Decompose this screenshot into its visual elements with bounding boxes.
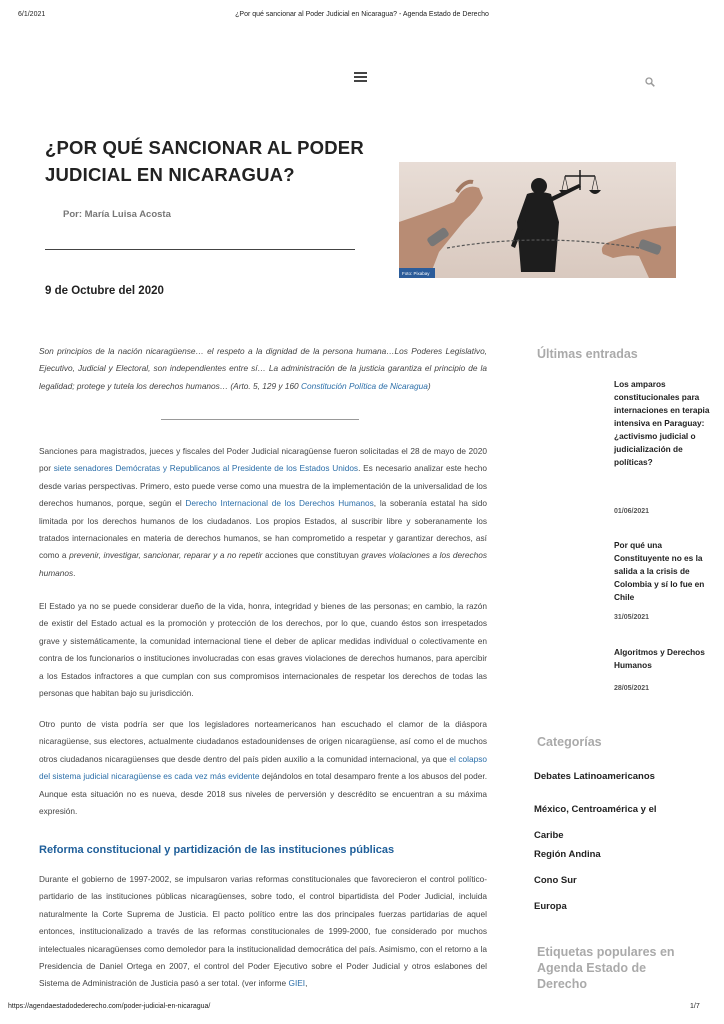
recent-post-title[interactable]: Por qué una Constituyente no es la salida a la crisis de Colombia y sí lo fue en Chile bbox=[614, 540, 705, 602]
article-author: Por: María Luisa Acosta bbox=[63, 209, 171, 220]
epigraph bbox=[39, 343, 487, 395]
search-icon[interactable] bbox=[645, 74, 655, 92]
p1-emphasis: prevenir, investigar, sancionar, reparar y a no repetir bbox=[69, 550, 263, 561]
tags-heading: Etiquetas populares en Agenda Estado de Derecho bbox=[537, 945, 675, 991]
print-page-title: ¿Por qué sancionar al Poder Judicial en Nicaragua? - Agenda Estado de Derecho bbox=[235, 11, 489, 18]
paragraph-3 bbox=[39, 716, 487, 820]
hamburger-menu-icon[interactable] bbox=[354, 72, 367, 82]
judicial-collapse-link[interactable]: el colapso del sistema judicial nicaragüense es cada vez más evidente bbox=[39, 753, 487, 782]
p4-text: , bbox=[305, 978, 308, 989]
giei-link[interactable]: GIEI bbox=[288, 978, 306, 989]
recent-post-date: 28/05/2021 bbox=[614, 685, 650, 692]
categories-heading: Categorías bbox=[537, 735, 602, 749]
p1-text: . bbox=[73, 567, 76, 578]
recent-post-date: 31/05/2021 bbox=[614, 614, 650, 621]
recent-post-title[interactable]: Algoritmos y Derechos Humanos bbox=[614, 647, 705, 670]
epigraph-text: Son principios de la nación nicaragüense… el respeto a la dignidad de la persona humana…Los Poderes Legislativo, Ejecutivo, Judicial y Electoral, son independientes entre sí… La administración de la justicia garantiza el principio de la legalidad; protege y tutela los derechos humanos… (Arto. 5, 129 y 160 bbox=[39, 346, 487, 391]
print-date: 6/1/2021 bbox=[18, 11, 46, 18]
paragraph-2: El Estado ya no se puede considerar dueño de la vida, honra, integridad y bienes de las personas; en cambio, la razón de existir del Estado actual es la promoción y protección de los derechos, por lo que, cuando éstos son irrespetados grave y sistemáticamente, la comunidad internacional tiene el deber de aplicar medidas individual o colectivamente en contra de los funcionarios o instituciones involucradas con esas graves violaciones de derechos humanos, para apercibir a los Estados infractores a que cumplan con sus compromisos internacionales de respetar los derechos de todas las personas que habitan bajo su jurisdicción. bbox=[39, 601, 487, 699]
image-credit: Foto: Pixabay bbox=[402, 271, 430, 276]
senators-link[interactable]: siete senadores Demócratas y Republicanos al Presidente de los Estados Unidos bbox=[53, 463, 359, 474]
category-link[interactable]: Región Andina bbox=[534, 849, 601, 860]
category-link[interactable]: México, Centroamérica y el Caribe bbox=[534, 804, 657, 841]
article-title: ¿POR QUÉ SANCIONAR AL PODER JUDICIAL EN NICARAGUA? bbox=[45, 137, 364, 185]
p1-text: acciones que constituyan bbox=[262, 550, 362, 561]
section-heading: Reforma constitucional y partidización de las instituciones públicas bbox=[39, 844, 395, 856]
article-date: 9 de Octubre del 2020 bbox=[45, 285, 164, 297]
print-url: https://agendaestadodederecho.com/poder-judicial-en-nicaragua/ bbox=[8, 1003, 211, 1010]
p3-text: Otro punto de vista podría ser que los legisladores norteamericanos han escuchado el clamor de la diáspora nicaragüense, sus electores, actualmente ciudadanos estadounidenses de origen nicaragüense, así como el de muchos otros ciudadanos nicaragüenses que desde dentro del país piden auxilio a la comunidad internacional, ya que bbox=[39, 719, 487, 764]
epigraph-tail: ) bbox=[427, 380, 431, 391]
p4-text: Durante el gobierno de 1997-2002, se impulsaron varias reformas constitucionales que favorecieron el control político-partidario de las instituciones públicas nicaragüenses, sobre todo, el control bipartidista del Poder Judicial, incluida naturalmente la Corte Suprema de Justicia. El pacto político entre las dos principales fuerzas partidarias de aquel entonces, institucionalizado a través de las reformas constitucionales de 1999-2000, fue considerado por muchos intelectuales nicaragüenses como demoledor para la institucionalidad democrática del país. Asimismo, con el retorno a la Presidencia de Daniel Ortega en 2007, el control del Poder Ejecutivo sobre el Poder Judicial y otros eslabones del Sistema de Administración de Justicia pasó a ser total. (ver informe bbox=[39, 874, 487, 989]
p3-text: dejándolos en total desamparo frente a los abusos del poder. Aunque esta situación no es nueva, desde 2018 sus niveles de perversión y descrédito se encuentran a su máxima expresión. bbox=[39, 771, 487, 817]
p1-text: , la soberanía estatal ha sido limitada por los derechos humanos de los ciudadanos. Los propios Estados, al suscribir libre y soberanamente los tratados internacionales en materia de derechos humanos, se han comprometido a respetar y garantizar derechos, así como a bbox=[39, 498, 487, 561]
p1-emphasis: graves violaciones a los derechos humanos bbox=[39, 550, 487, 578]
epigraph-divider bbox=[161, 419, 359, 420]
recent-post-date: 01/06/2021 bbox=[614, 508, 650, 515]
recent-post-title[interactable]: Los amparos constitucionales para internaciones en terapia intensiva en Paraguay: ¿activismo judicial o judicialización de políticas? bbox=[614, 379, 710, 467]
p1-text: . Es necesario analizar este hecho desde varias perspectivas. Primero, esto puede verse como una muestra de la implementación de la universalidad de los derechos humanos, porque, según el bbox=[39, 463, 487, 509]
print-page-number: 1/7 bbox=[690, 1003, 700, 1010]
p1-text: Sanciones para magistrados, jueces y fiscales del Poder Judicial nicaragüense fueron solicitadas el 28 de mayo de 2020 por bbox=[39, 446, 487, 474]
international-law-link[interactable]: Derecho Internacional de los Derechos Humanos bbox=[185, 498, 374, 509]
category-link[interactable]: Europa bbox=[534, 901, 567, 912]
constitution-link[interactable]: Constitución Política de Nicaragua bbox=[300, 380, 428, 391]
paragraph-4 bbox=[39, 871, 487, 993]
category-link[interactable]: Cono Sur bbox=[534, 875, 577, 886]
title-divider bbox=[45, 249, 355, 250]
hero-image bbox=[399, 162, 676, 278]
category-link[interactable]: Debates Latinoamericanos bbox=[534, 771, 655, 782]
paragraph-1 bbox=[39, 443, 487, 582]
recent-posts-heading: Últimas entradas bbox=[537, 347, 638, 361]
